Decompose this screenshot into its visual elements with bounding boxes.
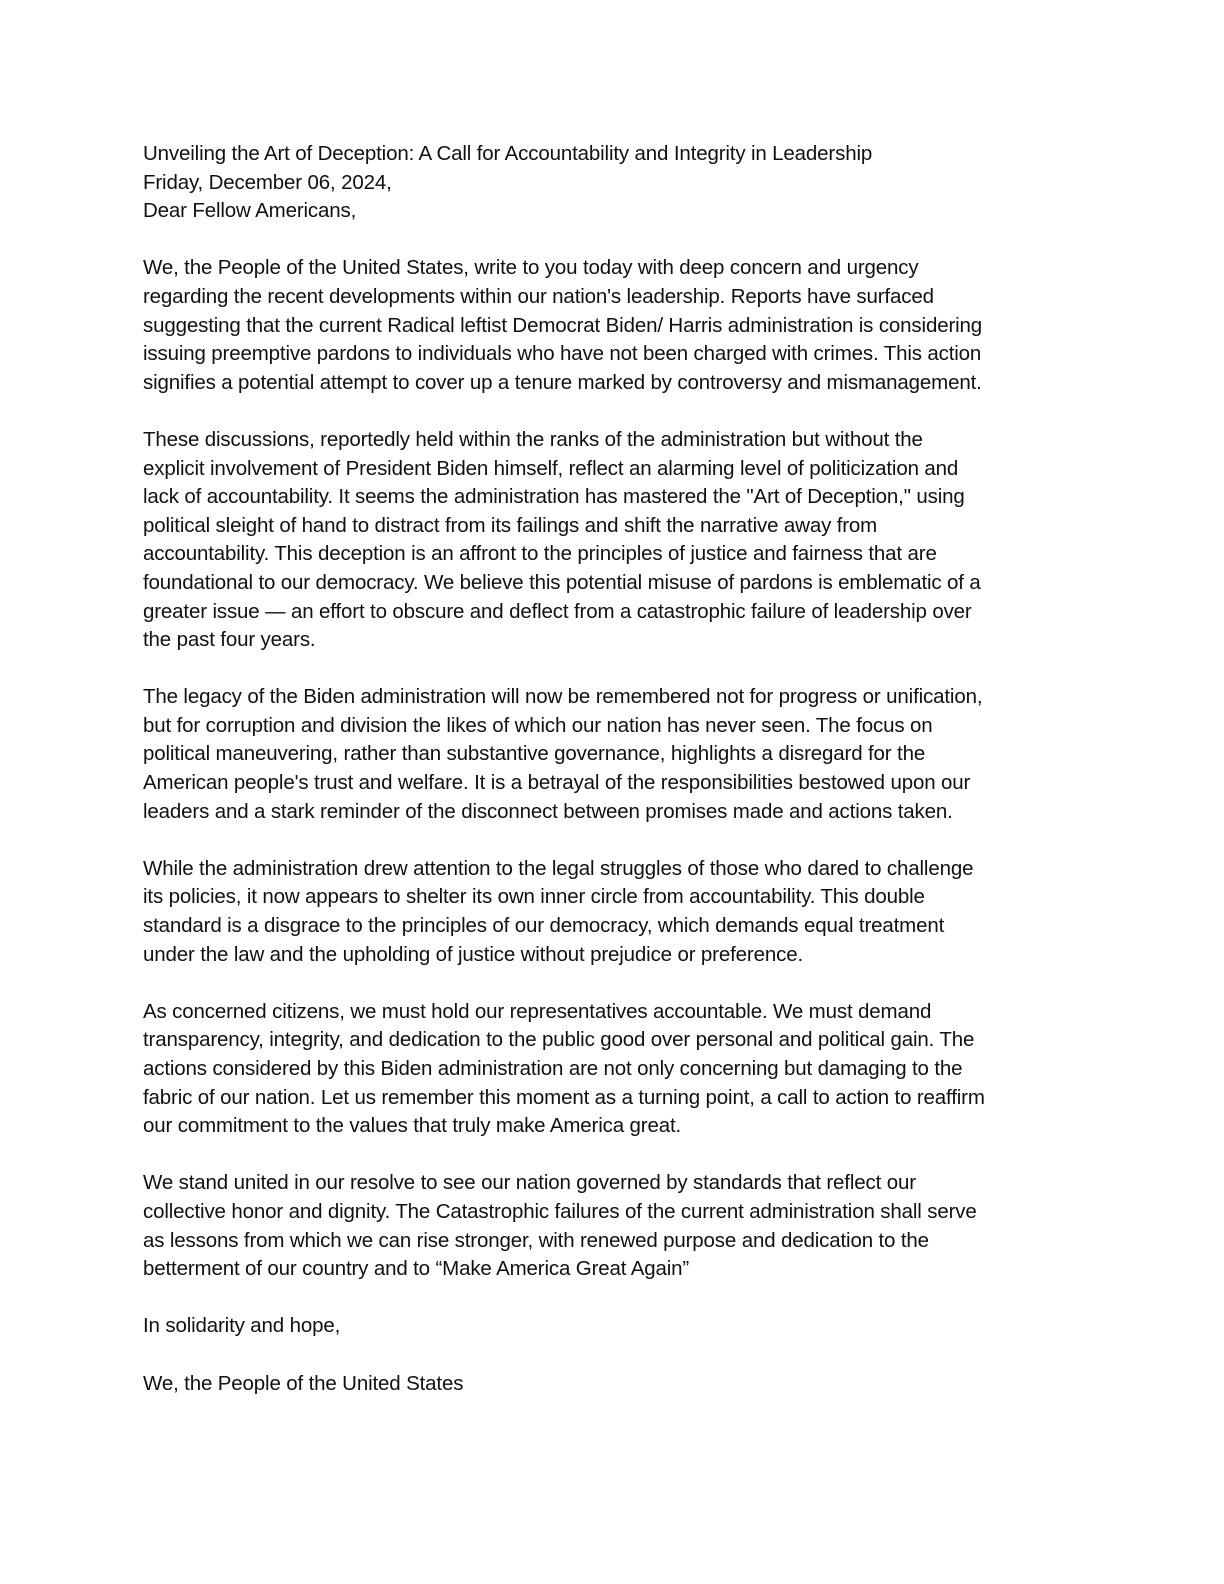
letter-salutation: Dear Fellow Americans, [143, 199, 357, 223]
paragraph-line: actions considered by this Biden administration are not only concerning but damaging to the [143, 1057, 963, 1080]
paragraph-line: the past four years. [143, 628, 316, 652]
spacer [143, 397, 1103, 426]
paragraph-line: explicit involvement of President Biden himself, reflect an alarming level of politicization and [143, 456, 959, 480]
paragraph-line: standard is a disgrace to the principles of our democracy, which demands equal treatment [143, 914, 945, 938]
paragraph-line: leaders and a stark reminder of the disconnect between promises made and actions taken. [143, 799, 953, 823]
paragraph-line: accountability. This deception is an affront to the principles of justice and fairness that are [143, 542, 937, 566]
paragraph-line: its policies, it now appears to shelter its own inner circle from accountability. This double [143, 885, 925, 909]
paragraph-4 [143, 855, 1103, 969]
paragraph-line: signifies a potential attempt to cover up a tenure marked by controversy and mismanagement. [143, 370, 982, 394]
letter-date: Friday, December 06, 2024, [143, 170, 392, 194]
paragraph-line: but for corruption and division the likes of which our nation has never seen. The focus on [143, 713, 933, 737]
paragraph-1 [143, 254, 1103, 397]
paragraph-line: issuing preemptive pardons to individuals who have not been charged with crimes. This action [143, 342, 982, 366]
spacer [143, 826, 1103, 855]
spacer [143, 1341, 1103, 1370]
spacer [143, 655, 1103, 684]
paragraph-3 [143, 683, 1103, 826]
paragraph-line: We, the People of the United States, write to you today with deep concern and urgency [143, 256, 919, 280]
paragraph-line: As concerned citizens, we must hold our representatives accountable. We must demand [143, 999, 932, 1023]
letter-title: Unveiling the Art of Deception: A Call for Accountability and Integrity in Leadership [143, 142, 873, 165]
letter-page [143, 140, 1103, 1398]
spacer [143, 969, 1103, 998]
paragraph-line: We stand united in our resolve to see our nation governed by standards that reflect our [143, 1171, 916, 1195]
paragraph-line: regarding the recent developments within our nation's leadership. Reports have surfaced [143, 284, 934, 308]
paragraph-line: transparency, integrity, and dedication to the public good over personal and political gain. The [143, 1028, 975, 1052]
paragraph-line: These discussions, reportedly held within the ranks of the administration but without the [143, 427, 923, 451]
spacer [143, 1141, 1103, 1170]
paragraph-5 [143, 998, 1103, 1141]
paragraph-line: suggesting that the current Radical leftist Democrat Biden/ Harris administration is considering [143, 313, 983, 337]
spacer [143, 1284, 1103, 1313]
paragraph-line: as lessons from which we can rise stronger, with renewed purpose and dedication to the [143, 1228, 929, 1252]
spacer [143, 226, 1103, 255]
letter-signature: We, the People of the United States [143, 1371, 464, 1395]
paragraph-line: political maneuvering, rather than substantive governance, highlights a disregard for the [143, 742, 926, 766]
paragraph-line: lack of accountability. It seems the administration has mastered the "Art of Deception," using [143, 485, 965, 509]
paragraph-line: While the administration drew attention to the legal struggles of those who dared to challenge [143, 856, 974, 880]
paragraph-line: collective honor and dignity. The Catastrophic failures of the current administration shall serve [143, 1199, 977, 1223]
letter-closing: In solidarity and hope, [143, 1314, 341, 1338]
paragraph-2 [143, 426, 1103, 655]
paragraph-6 [143, 1169, 1103, 1283]
paragraph-line: The legacy of the Biden administration will now be remembered not for progress or unification, [143, 685, 983, 709]
paragraph-line: foundational to our democracy. We believe this potential misuse of pardons is emblematic of a [143, 570, 981, 594]
paragraph-line: under the law and the upholding of justice without prejudice or preference. [143, 942, 803, 966]
paragraph-line: betterment of our country and to “Make America Great Again” [143, 1257, 690, 1281]
paragraph-line: our commitment to the values that truly make America great. [143, 1114, 682, 1138]
paragraph-line: American people's trust and welfare. It is a betrayal of the responsibilities bestowed upon our [143, 771, 971, 795]
paragraph-line: fabric of our nation. Let us remember this moment as a turning point, a call to action to reaffirm [143, 1085, 985, 1109]
paragraph-line: greater issue — an effort to obscure and deflect from a catastrophic failure of leadership over [143, 599, 972, 623]
paragraph-line: political sleight of hand to distract from its failings and shift the narrative away from [143, 513, 878, 537]
